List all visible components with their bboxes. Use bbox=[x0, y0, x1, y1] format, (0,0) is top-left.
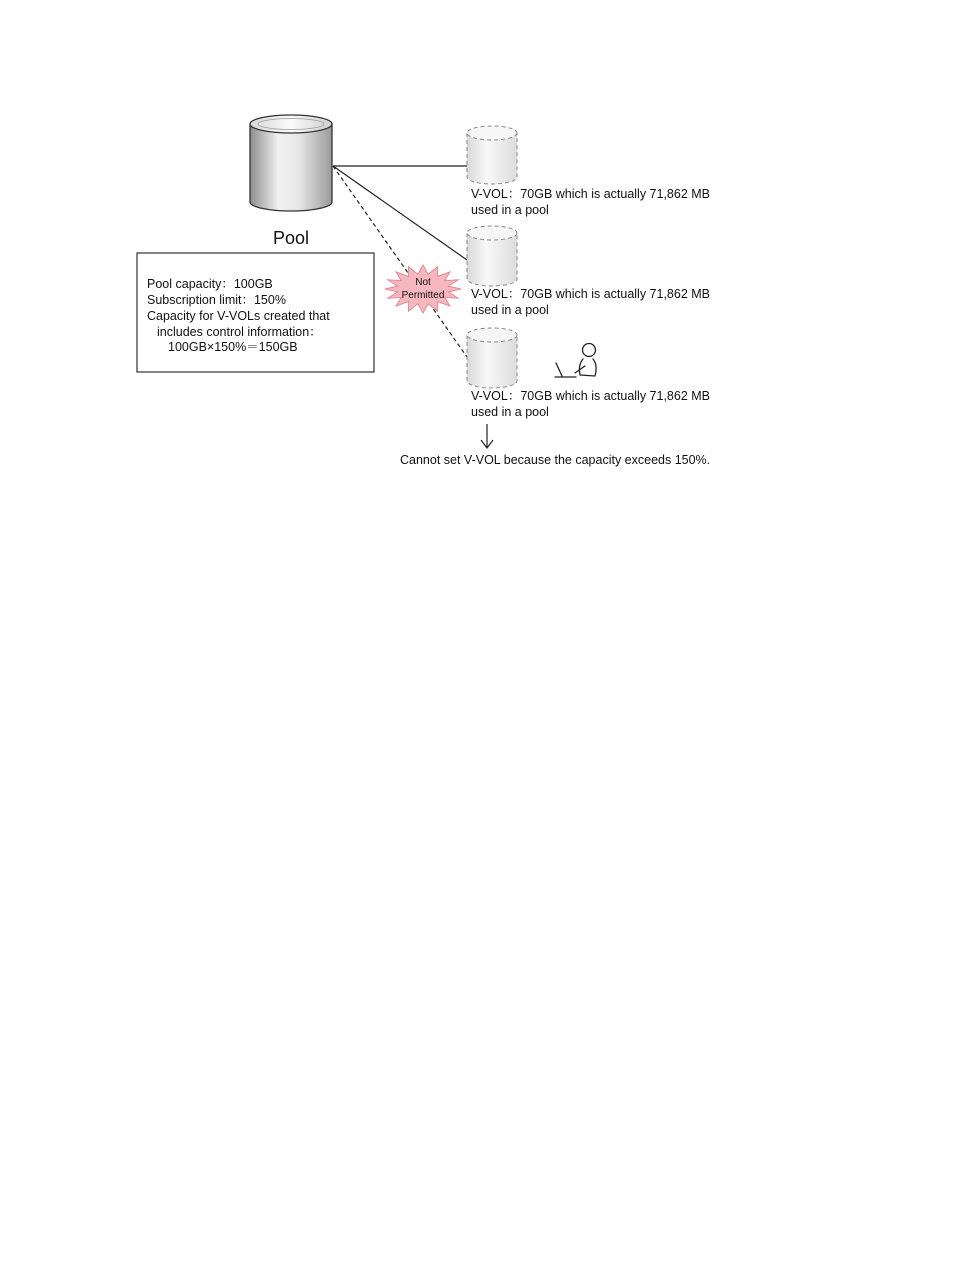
info-capacity-line-2: includes control information： bbox=[157, 325, 322, 339]
result-message: Cannot set V-VOL because the capacity exceeds 150%. bbox=[400, 453, 711, 467]
vvol-3-label-line2: used in a pool bbox=[471, 405, 549, 419]
arrow-down-icon bbox=[481, 424, 493, 448]
dashed-cylinder-icon bbox=[467, 328, 517, 388]
vvol-2-label-line2: used in a pool bbox=[471, 303, 549, 317]
info-capacity-formula: 100GB×150%＝150GB bbox=[168, 340, 298, 354]
not-permitted-line2: Permitted bbox=[401, 290, 445, 301]
info-pool-capacity: Pool capacity：100GB bbox=[147, 277, 273, 291]
starburst-icon bbox=[385, 265, 461, 313]
vvol-1-label-line2: used in a pool bbox=[471, 203, 549, 217]
not-permitted-line1: Not bbox=[415, 277, 431, 288]
cylinder-icon bbox=[250, 115, 332, 211]
pool-label: Pool bbox=[272, 228, 310, 248]
info-capacity-line-1: Capacity for V-VOLs created that bbox=[147, 309, 330, 323]
vvol-2-label-line1: V-VOL：70GB which is actually 71,862 MB bbox=[471, 287, 711, 301]
vvol-3-label-line1: V-VOL：70GB which is actually 71,862 MB bbox=[471, 389, 711, 403]
connector-pool-vvol-2 bbox=[333, 166, 467, 260]
vvol-1-label-line1: V-VOL：70GB which is actually 71,862 MB bbox=[471, 187, 711, 201]
info-subscription-limit: Subscription limit：150% bbox=[147, 293, 286, 307]
user-at-laptop-icon bbox=[555, 344, 596, 378]
dashed-cylinder-icon bbox=[467, 126, 517, 184]
dashed-cylinder-icon bbox=[467, 226, 517, 286]
